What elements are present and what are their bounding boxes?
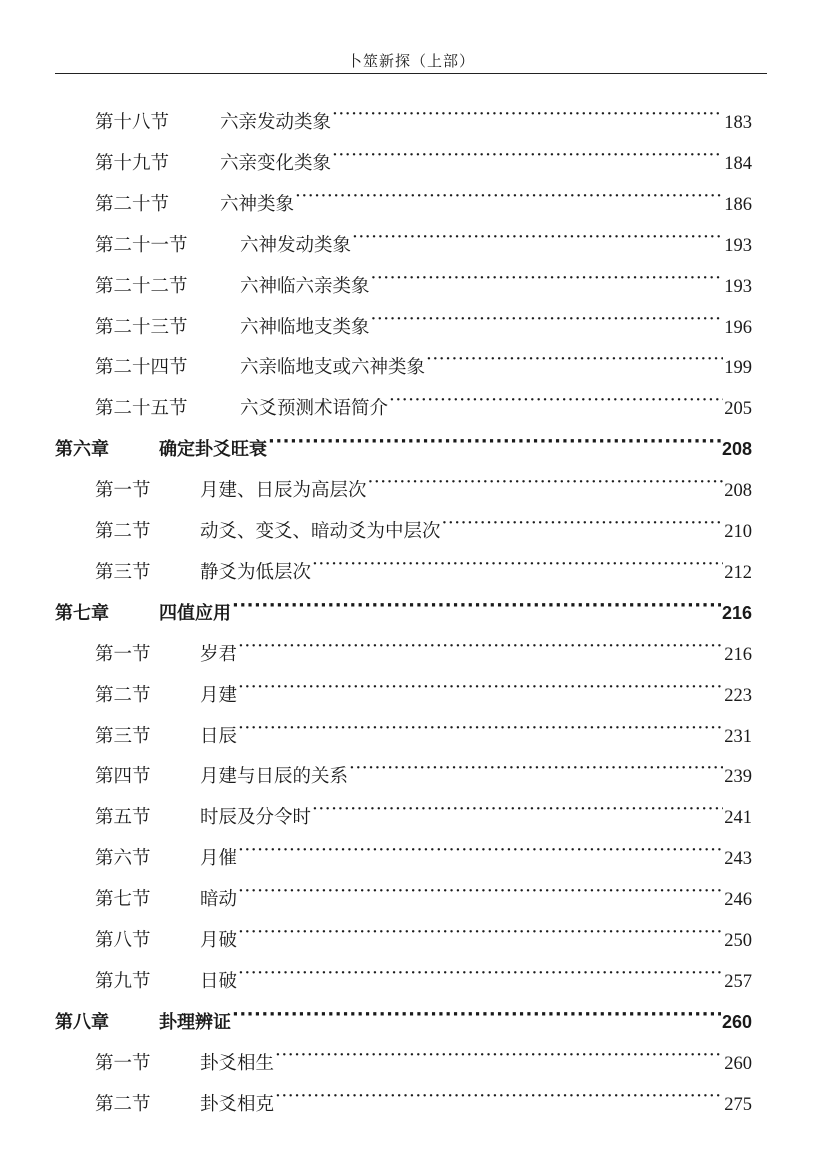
entry-number: 第八节 — [95, 930, 151, 951]
entry-page-number: 275 — [724, 1094, 752, 1115]
entry-number: 第二十节 — [95, 193, 170, 215]
entry-page-number: 250 — [724, 931, 752, 951]
entry-number: 第七节 — [95, 889, 151, 911]
dot-leader — [238, 961, 723, 987]
toc-section-entry[interactable] — [95, 961, 752, 992]
entry-title: 日破 — [200, 970, 238, 992]
entry-title: 动爻、变爻、暗动爻为中层次 — [200, 521, 441, 542]
dot-leader — [295, 184, 723, 210]
entry-page-number: 208 — [721, 439, 752, 460]
entry-number: 第一节 — [95, 1052, 151, 1074]
toc-section-entry[interactable] — [95, 1043, 752, 1074]
dot-leader — [232, 1002, 721, 1028]
entry-number: 第四节 — [95, 766, 151, 788]
entry-title: 月建与日辰的关系 — [200, 766, 349, 788]
entry-page-number: 239 — [724, 767, 752, 788]
entry-number: 第十九节 — [95, 152, 170, 174]
dot-leader — [371, 307, 724, 333]
entry-page-number: 183 — [724, 113, 752, 133]
entry-title: 六神发动类象 — [240, 234, 352, 256]
entry-page-number: 196 — [724, 317, 752, 338]
entry-page-number: 186 — [724, 194, 752, 215]
toc-chapter-entry[interactable] — [55, 429, 752, 461]
header-rule — [55, 73, 767, 74]
entry-number: 第三节 — [95, 725, 151, 747]
entry-number: 第二节 — [95, 521, 151, 542]
dot-leader — [238, 838, 723, 864]
entry-title: 卦爻相克 — [200, 1093, 275, 1115]
toc-section-entry[interactable] — [95, 470, 752, 502]
dot-leader — [275, 1043, 723, 1069]
toc-section-entry[interactable] — [95, 1084, 752, 1115]
toc-section-entry[interactable] — [95, 552, 752, 583]
entry-title: 月催 — [200, 848, 238, 870]
entry-number: 第七章 — [55, 602, 109, 624]
entry-title: 六神临地支类象 — [240, 316, 370, 338]
running-header: 卜筮新探（上部） — [346, 52, 475, 70]
toc-section-entry[interactable] — [95, 143, 752, 174]
dot-leader — [238, 716, 723, 742]
dot-leader — [349, 756, 723, 782]
dot-leader — [268, 429, 721, 455]
dot-leader — [238, 634, 723, 660]
entry-title: 卦爻相生 — [200, 1052, 275, 1074]
entry-title: 月建、日辰为高层次 — [200, 480, 367, 502]
entry-title: 卦理辨证 — [159, 1011, 231, 1033]
toc-section-entry[interactable] — [95, 184, 752, 215]
dot-leader — [238, 879, 723, 905]
entry-page-number: 193 — [724, 235, 752, 256]
dot-leader — [426, 347, 723, 373]
toc-section-entry[interactable] — [95, 102, 752, 133]
toc-section-entry[interactable] — [95, 756, 752, 788]
entry-title: 四值应用 — [159, 602, 231, 624]
entry-number: 第二十四节 — [95, 357, 188, 379]
dot-leader — [232, 593, 721, 619]
entry-number: 第二节 — [95, 1093, 151, 1115]
entry-page-number: 260 — [724, 1053, 752, 1074]
entry-title: 月建 — [200, 684, 238, 706]
dot-leader — [332, 102, 723, 128]
toc-section-entry[interactable] — [95, 388, 752, 420]
entry-page-number: 216 — [721, 602, 752, 623]
entry-number: 第一节 — [95, 480, 151, 502]
entry-title: 六亲发动类象 — [220, 112, 332, 133]
entry-title: 日辰 — [200, 725, 238, 747]
entry-page-number: 243 — [724, 849, 752, 870]
entry-title: 六神类象 — [220, 193, 295, 215]
entry-title: 确定卦爻旺衰 — [159, 439, 267, 461]
dot-leader — [332, 143, 723, 169]
dot-leader — [312, 797, 723, 823]
entry-page-number: 210 — [724, 522, 752, 542]
entry-title: 六亲临地支或六神类象 — [240, 357, 426, 379]
toc-chapter-entry[interactable] — [55, 593, 752, 624]
dot-leader — [312, 552, 723, 578]
entry-title: 时辰及分令时 — [200, 807, 312, 829]
entry-number: 第二节 — [95, 684, 151, 706]
entry-number: 第十八节 — [95, 112, 170, 133]
dot-leader — [371, 266, 724, 292]
entry-title: 月破 — [200, 930, 238, 951]
entry-number: 第九节 — [95, 970, 151, 992]
entry-title: 暗动 — [200, 889, 238, 911]
entry-page-number: 184 — [724, 153, 752, 174]
entry-page-number: 208 — [724, 481, 752, 502]
toc-section-entry[interactable] — [95, 511, 752, 542]
dot-leader — [238, 675, 723, 701]
entry-number: 第二十一节 — [95, 234, 188, 256]
dot-leader — [389, 388, 723, 414]
dot-leader — [442, 511, 724, 537]
entry-page-number: 205 — [724, 399, 752, 420]
entry-title: 六神临六亲类象 — [240, 275, 370, 297]
dot-leader — [368, 470, 724, 496]
dot-leader — [352, 225, 723, 251]
entry-page-number: 223 — [724, 685, 752, 706]
dot-leader — [238, 920, 723, 946]
entry-number: 第三节 — [95, 561, 151, 583]
entry-number: 第六章 — [55, 439, 109, 461]
toc-section-entry[interactable] — [95, 920, 752, 951]
toc-section-entry[interactable] — [95, 879, 752, 911]
entry-page-number: 216 — [724, 644, 752, 665]
toc-section-entry[interactable] — [95, 838, 752, 870]
dot-leader — [275, 1084, 723, 1110]
entry-title: 静爻为低层次 — [200, 561, 312, 583]
entry-number: 第六节 — [95, 848, 151, 870]
entry-number: 第八章 — [55, 1011, 109, 1033]
entry-page-number: 199 — [724, 358, 752, 379]
toc-section-entry[interactable] — [95, 347, 752, 379]
toc-chapter-entry[interactable] — [55, 1002, 752, 1033]
entry-number: 第二十三节 — [95, 316, 188, 338]
entry-page-number: 246 — [724, 890, 752, 911]
entry-page-number: 212 — [724, 562, 752, 583]
entry-title: 六爻预测术语简介 — [240, 398, 389, 420]
toc-section-entry[interactable] — [95, 266, 752, 297]
entry-page-number: 260 — [721, 1011, 752, 1032]
toc-section-entry[interactable] — [95, 307, 752, 338]
entry-page-number: 257 — [724, 971, 752, 992]
toc-section-entry[interactable] — [95, 797, 752, 829]
toc-section-entry[interactable] — [95, 225, 752, 256]
entry-number: 第二十二节 — [95, 275, 188, 297]
entry-page-number: 231 — [724, 726, 752, 747]
entry-number: 第二十五节 — [95, 398, 188, 420]
entry-title: 岁君 — [200, 643, 238, 665]
toc-section-entry[interactable] — [95, 634, 752, 665]
toc-section-entry[interactable] — [95, 675, 752, 706]
entry-number: 第一节 — [95, 643, 151, 665]
entry-title: 六亲变化类象 — [220, 152, 332, 174]
entry-page-number: 241 — [724, 808, 752, 829]
entry-number: 第五节 — [95, 807, 151, 829]
toc-section-entry[interactable] — [95, 716, 752, 747]
entry-page-number: 193 — [724, 276, 752, 297]
